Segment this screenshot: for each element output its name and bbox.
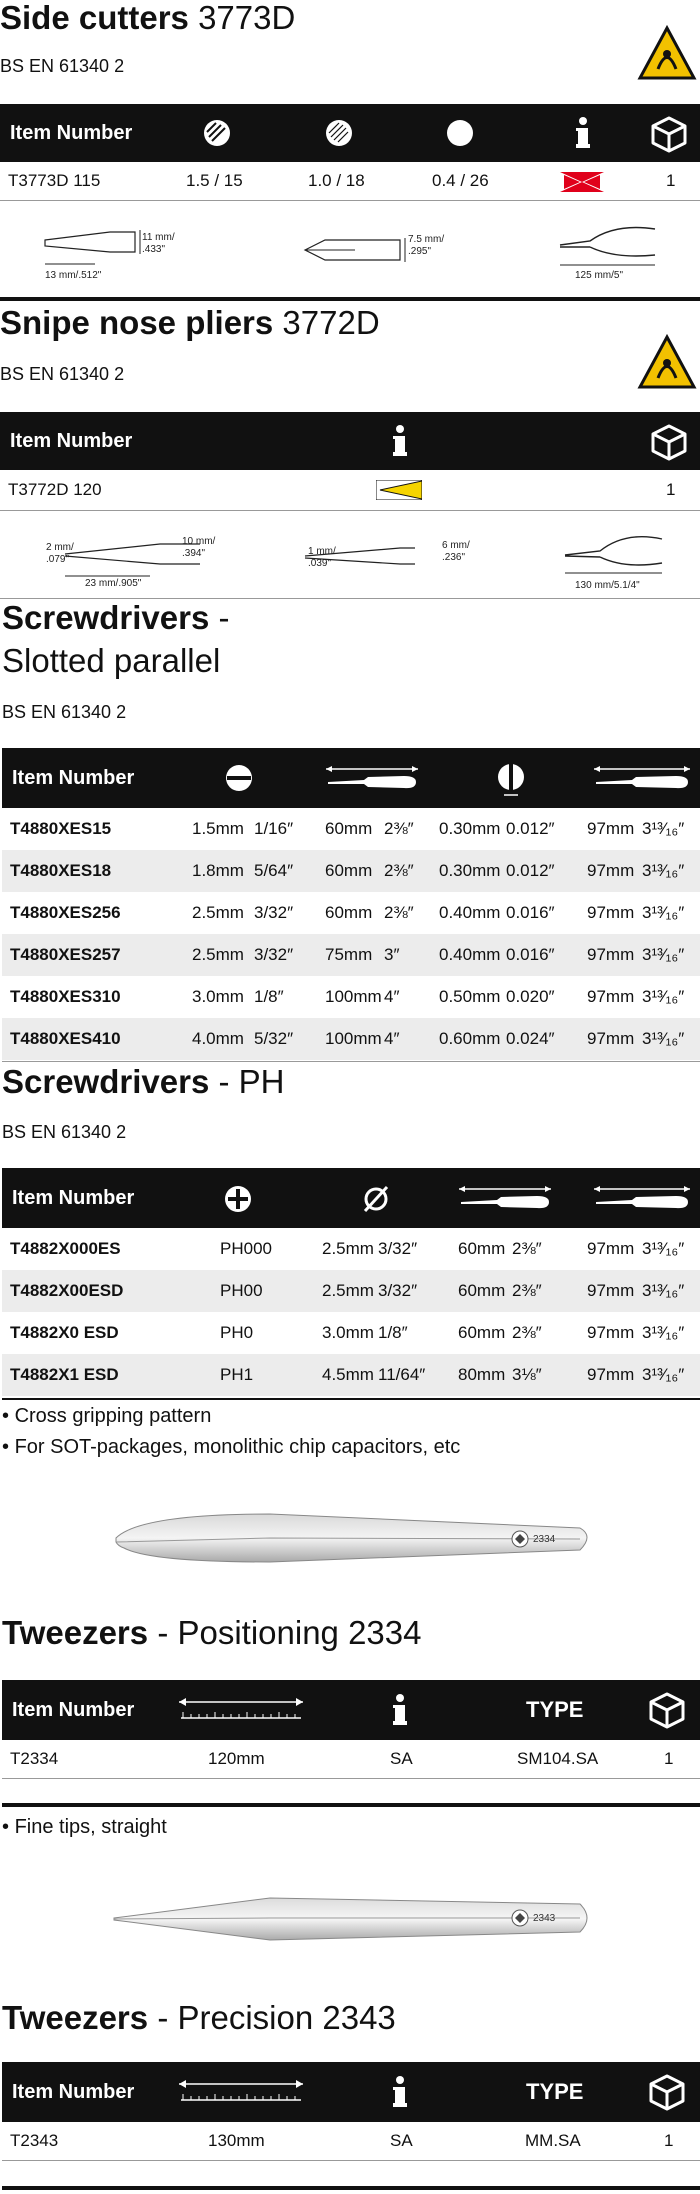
length-value: 130mm	[208, 2131, 265, 2150]
medium-wire-value: 1.0 / 18	[308, 171, 365, 190]
tip-thickness-mm: 0.40mm	[439, 945, 501, 964]
tip-thickness-inch: 0.024″	[506, 1029, 555, 1048]
width-mm: 1.5mm	[192, 819, 244, 838]
ph-size: PH000	[220, 1239, 272, 1258]
divider	[0, 200, 700, 201]
blade-length-mm: 60mm	[325, 861, 373, 880]
overall-length-mm: 97mm	[587, 1365, 635, 1384]
width-inch: 3/32″	[254, 945, 294, 964]
dimension-label: 2 mm/	[46, 542, 74, 553]
item-number: T4880XES257	[10, 945, 121, 964]
cutter-side-drawing	[300, 230, 410, 270]
tip-thickness-mm: 0.50mm	[439, 987, 501, 1006]
overall-length-inch: 3¹³⁄₁₆″	[642, 1029, 685, 1048]
table-row	[2, 976, 700, 1018]
header-item-number: Item Number	[12, 2080, 135, 2103]
blade-length-inch: 4″	[384, 1029, 400, 1048]
blade-length-mm: 80mm	[458, 1365, 506, 1384]
divider	[0, 510, 700, 511]
ph-size: PH0	[220, 1323, 254, 1342]
dimension-label: 6 mm/	[442, 540, 470, 551]
table-row	[2, 1740, 700, 1778]
overall-length-inch: 3¹³⁄₁₆″	[642, 1239, 685, 1258]
dimension-label: 7.5 mm/	[408, 234, 445, 245]
tip-thickness-mm: 0.30mm	[439, 861, 501, 880]
item-number: T4880XES256	[10, 903, 121, 922]
divider	[2, 2160, 700, 2161]
type-value: SM104.SA	[517, 1749, 599, 1768]
diameter-mm: 2.5mm	[322, 1281, 374, 1300]
section-divider	[2, 1803, 700, 1807]
overall-length-inch: 3¹³⁄₁₆″	[642, 987, 685, 1006]
ph-standard: BS EN 61340 2	[2, 1122, 127, 1142]
overall-length-mm: 97mm	[587, 861, 635, 880]
side-cutters-title: Side cutters 3773D	[0, 0, 296, 36]
header-item-number: Item Number	[12, 766, 135, 789]
width-inch: 5/64″	[254, 861, 294, 880]
phillips-tip-icon	[223, 1184, 253, 1214]
diameter-mm: 2.5mm	[322, 1239, 374, 1258]
type-value: MM.SA	[525, 2131, 581, 2150]
diameter-inch: 3/32″	[378, 1281, 418, 1300]
blade-length-inch: 2⅜″	[384, 903, 414, 922]
cutter-head-drawing	[40, 222, 150, 272]
table-row	[2, 2122, 700, 2160]
bullet-item: • Cross gripping pattern	[2, 1405, 212, 1427]
header-item-number: Item Number	[10, 429, 133, 452]
divider	[2, 1778, 700, 1779]
item-number: T3772D 120	[8, 480, 102, 499]
table-row	[2, 1018, 700, 1060]
diameter-inch: 11/64″	[378, 1365, 426, 1384]
diameter-icon	[361, 1184, 391, 1214]
item-number: T4880XES18	[10, 861, 112, 880]
info-icon	[575, 116, 591, 150]
tip-thickness-inch: 0.012″	[506, 861, 555, 880]
blade-length-inch: 4″	[384, 987, 400, 1006]
blade-length-mm: 60mm	[458, 1239, 506, 1258]
dimension-label: .039"	[308, 558, 332, 569]
dimension-label: .236"	[442, 552, 466, 563]
item-number: T2343	[10, 2131, 59, 2150]
diameter-inch: 3/32″	[378, 1239, 418, 1258]
quantity: 1	[666, 171, 676, 190]
table-row	[0, 470, 700, 510]
blade-length-mm: 60mm	[458, 1323, 506, 1342]
slotted-title-line2: Slotted parallel	[2, 642, 221, 679]
tweezers-2334-title: Tweezers - Positioning 2334	[2, 1614, 422, 1651]
dimension-label: 1 mm/	[308, 546, 336, 557]
snipe-overview-drawing	[560, 525, 670, 575]
ph-header	[2, 1168, 700, 1228]
blade-length-inch: 2⅜″	[384, 819, 414, 838]
tweezers-engraving: 2343	[533, 1913, 556, 1924]
tweezers-2334-header	[2, 1680, 700, 1740]
width-mm: 3.0mm	[192, 987, 244, 1006]
snipe-nose-header	[0, 412, 700, 470]
width-inch: 5/32″	[254, 1029, 294, 1048]
tip-thickness-inch: 0.012″	[506, 819, 555, 838]
overall-length-mm: 97mm	[587, 1029, 635, 1048]
hard-wire-value: 1.5 / 15	[186, 171, 243, 190]
length-value: 120mm	[208, 1749, 265, 1768]
ph-size: PH00	[220, 1281, 263, 1300]
bullet-item: • For SOT-packages, monolithic chip capacitors, etc	[2, 1436, 461, 1458]
table-row	[2, 808, 700, 850]
tip-thickness-mm: 0.30mm	[439, 819, 501, 838]
soft-wire-icon	[446, 119, 474, 147]
side-cutters-standard: BS EN 61340 2	[0, 56, 125, 76]
blade-length-icon	[324, 764, 420, 794]
width-inch: 3/32″	[254, 903, 294, 922]
info-icon	[392, 1693, 408, 1727]
tip-thickness-inch: 0.020″	[506, 987, 555, 1006]
overall-length-mm: 97mm	[587, 903, 635, 922]
tweezers-engraving: 2334	[533, 1534, 556, 1545]
item-number: T4882X000ES	[10, 1239, 121, 1258]
header-type: TYPE	[526, 1697, 584, 1722]
overall-length-inch: 3¹³⁄₁₆″	[642, 945, 685, 964]
width-mm: 2.5mm	[192, 903, 244, 922]
diameter-mm: 3.0mm	[322, 1323, 374, 1342]
box-quantity-icon	[648, 1691, 686, 1729]
header-type: TYPE	[526, 2079, 584, 2104]
overall-length-mm: 97mm	[587, 1323, 635, 1342]
item-number: T4880XES410	[10, 1029, 121, 1048]
table-row	[2, 1270, 700, 1312]
snipe-nose-drawings	[40, 520, 680, 600]
table-row	[2, 1228, 700, 1270]
section-divider	[0, 297, 700, 301]
overall-length-inch: 3¹³⁄₁₆″	[642, 819, 685, 838]
tweezers-2343-image	[110, 1890, 600, 1950]
dimension-label: 23 mm/.905"	[85, 578, 142, 589]
width-mm: 1.8mm	[192, 861, 244, 880]
blade-length-inch: 3″	[384, 945, 400, 964]
diameter-mm: 4.5mm	[322, 1365, 374, 1384]
tweezers-2343-header	[2, 2062, 700, 2122]
width-inch: 1/8″	[254, 987, 284, 1006]
table-row	[2, 892, 700, 934]
box-quantity-icon	[650, 115, 688, 153]
overall-length-mm: 97mm	[587, 987, 635, 1006]
info-icon	[392, 2075, 408, 2109]
dimension-label: .394"	[182, 548, 206, 559]
overall-length-mm: 97mm	[587, 945, 635, 964]
dimension-label: 10 mm/	[182, 536, 216, 547]
table-row	[2, 1312, 700, 1354]
blade-length-inch: 2⅜″	[512, 1239, 542, 1258]
blade-length-inch: 2⅜″	[512, 1323, 542, 1342]
tweezers-2343-title: Tweezers - Precision 2343	[2, 1999, 396, 2036]
info-value: SA	[390, 1749, 413, 1768]
tweezers-2334-image	[110, 1506, 600, 1576]
info-icon	[392, 424, 408, 458]
esd-warning-icon	[636, 333, 698, 391]
header-item-number: Item Number	[12, 1698, 135, 1721]
item-number: T4882X1 ESD	[10, 1365, 119, 1384]
quantity: 1	[664, 2131, 674, 2150]
hard-wire-icon	[203, 119, 231, 147]
snipe-nose-title: Snipe nose pliers 3772D	[0, 304, 380, 341]
blade-length-mm: 60mm	[325, 819, 373, 838]
dimension-label: .433"	[142, 244, 166, 255]
quantity: 1	[664, 1749, 674, 1768]
item-number: T2334	[10, 1749, 59, 1768]
blade-length-mm: 100mm	[325, 1029, 382, 1048]
tip-thickness-mm: 0.60mm	[439, 1029, 501, 1048]
overall-length-icon	[592, 764, 692, 794]
ph-title: Screwdrivers - PH	[2, 1063, 285, 1100]
item-number: T4880XES310	[10, 987, 121, 1006]
table-row	[2, 1354, 700, 1396]
blade-length-inch: 3⅛″	[512, 1365, 542, 1384]
width-inch: 1/16″	[254, 819, 294, 838]
bullet-item: • Fine tips, straight	[2, 1816, 167, 1838]
ph-size: PH1	[220, 1365, 254, 1384]
blade-length-mm: 60mm	[458, 1281, 506, 1300]
overall-length-mm: 97mm	[587, 1239, 635, 1258]
ruler-icon	[177, 2078, 305, 2106]
dimension-label: 11 mm/	[142, 232, 175, 243]
blade-length-mm: 75mm	[325, 945, 373, 964]
side-cutters-drawings	[40, 212, 680, 292]
slotted-title: Screwdrivers -	[2, 599, 230, 636]
divider	[2, 1061, 700, 1062]
side-cutters-header	[0, 104, 700, 162]
slotted-tip-icon	[222, 763, 256, 793]
snipe-type-icon	[376, 480, 422, 500]
dimension-label: 130 mm/5.1/4"	[575, 580, 640, 591]
tip-thickness-mm: 0.40mm	[439, 903, 501, 922]
header-item-number: Item Number	[10, 121, 133, 144]
section-divider	[2, 2186, 700, 2190]
diameter-inch: 1/8″	[378, 1323, 408, 1342]
overall-length-icon	[592, 1184, 692, 1214]
blade-length-mm: 100mm	[325, 987, 382, 1006]
cutter-overview-drawing	[555, 217, 665, 267]
tip-thickness-inch: 0.016″	[506, 945, 555, 964]
overall-length-inch: 3¹³⁄₁₆″	[642, 1281, 685, 1300]
overall-length-inch: 3¹³⁄₁₆″	[642, 903, 685, 922]
header-item-number: Item Number	[12, 1186, 135, 1209]
ruler-icon	[177, 1696, 305, 1724]
dimension-label: .295"	[408, 246, 432, 257]
soft-wire-value: 0.4 / 26	[432, 171, 489, 190]
blade-length-inch: 2⅜″	[384, 861, 414, 880]
item-number: T4880XES15	[10, 819, 112, 838]
width-mm: 4.0mm	[192, 1029, 244, 1048]
item-number: T4882X0 ESD	[10, 1323, 119, 1342]
info-value: SA	[390, 2131, 413, 2150]
esd-warning-icon	[636, 24, 698, 82]
overall-length-inch: 3¹³⁄₁₆″	[642, 861, 685, 880]
blade-length-mm: 60mm	[325, 903, 373, 922]
dimension-label: 125 mm/5"	[575, 270, 624, 281]
overall-length-mm: 97mm	[587, 1281, 635, 1300]
box-quantity-icon	[650, 423, 688, 461]
cutter-type-icon	[560, 172, 604, 192]
table-row	[0, 162, 700, 200]
divider	[2, 1398, 700, 1400]
slotted-standard: BS EN 61340 2	[2, 702, 127, 722]
box-quantity-icon	[648, 2073, 686, 2111]
snipe-nose-standard: BS EN 61340 2	[0, 364, 125, 384]
item-number: T3773D 115	[8, 171, 101, 190]
tip-thickness-icon	[494, 761, 528, 797]
quantity: 1	[666, 480, 676, 499]
dimension-label: 13 mm/.512"	[45, 270, 102, 281]
overall-length-inch: 3¹³⁄₁₆″	[642, 1365, 685, 1384]
blade-length-inch: 2⅜″	[512, 1281, 542, 1300]
overall-length-mm: 97mm	[587, 819, 635, 838]
table-row	[2, 934, 700, 976]
dimension-label: .079"	[46, 554, 70, 565]
table-row	[2, 850, 700, 892]
tip-thickness-inch: 0.016″	[506, 903, 555, 922]
slotted-header	[2, 748, 700, 808]
item-number: T4882X00ESD	[10, 1281, 124, 1300]
overall-length-inch: 3¹³⁄₁₆″	[642, 1323, 685, 1342]
medium-wire-icon	[325, 119, 353, 147]
width-mm: 2.5mm	[192, 945, 244, 964]
blade-length-icon	[457, 1184, 553, 1214]
